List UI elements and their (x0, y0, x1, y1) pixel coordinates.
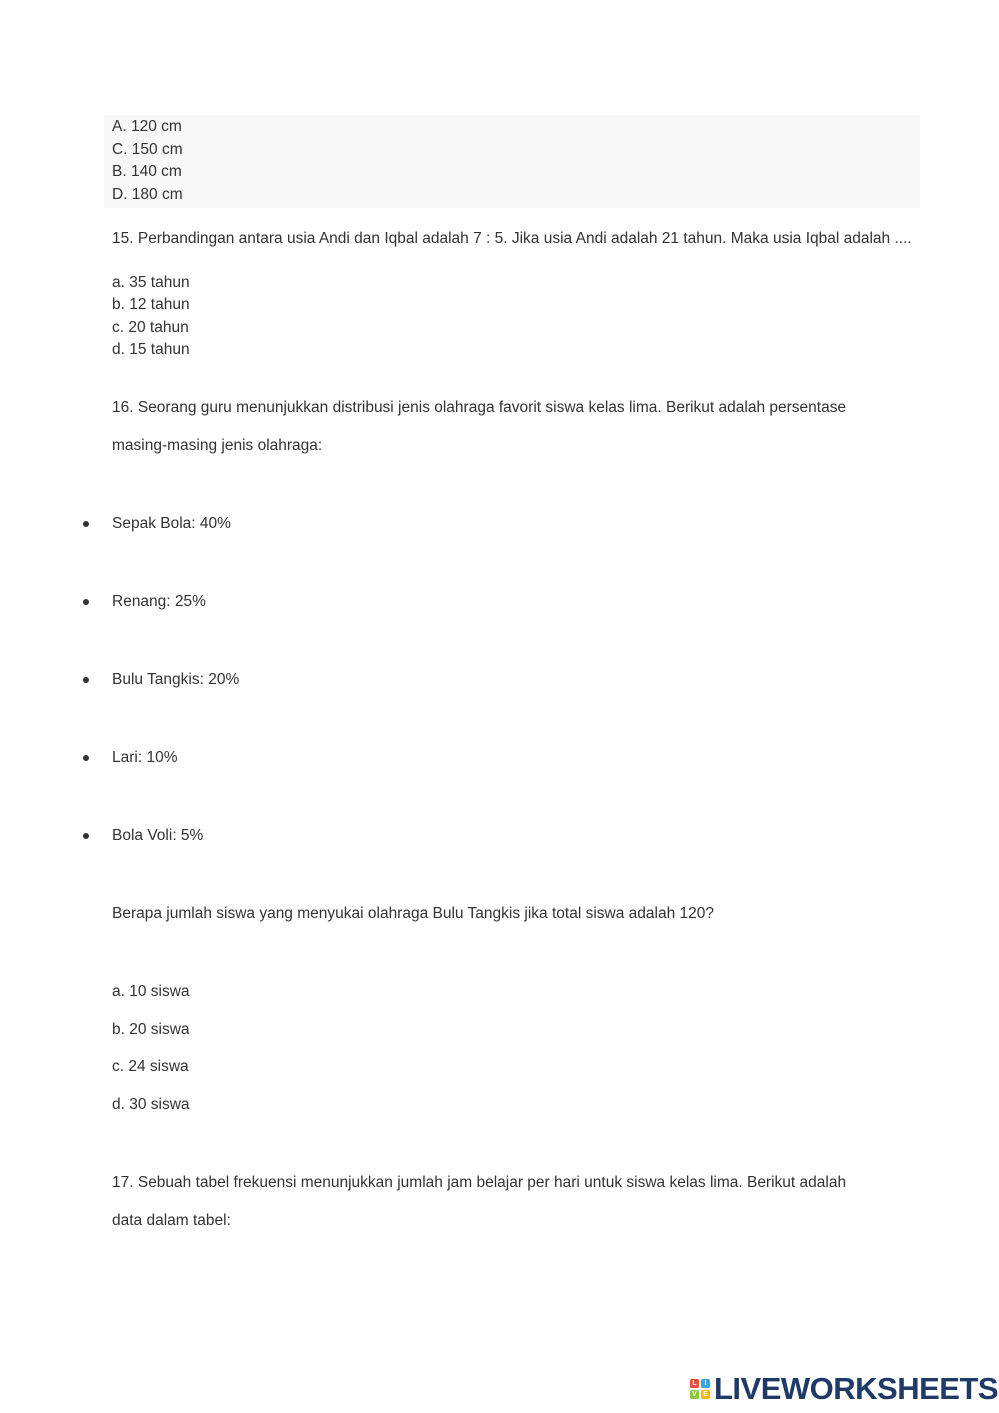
bullet-icon (83, 833, 89, 839)
question-16-prompt: Berapa jumlah siswa yang menyukai olahraga Bulu Tangkis jika total siswa adalah 120? (112, 905, 714, 922)
logo-mark-letter: V (690, 1390, 699, 1399)
logo-mark-letter: E (701, 1390, 710, 1399)
sport-item-renang: Renang: 25% (112, 593, 206, 610)
bullet-icon (83, 755, 89, 761)
q15-option-b[interactable]: b. 12 tahun (112, 296, 190, 313)
question-16-intro-line2: masing-masing jenis olahraga: (112, 437, 323, 454)
option-d-prev[interactable]: D. 180 cm (112, 186, 183, 203)
sport-item-bola-voli: Bola Voli: 5% (112, 827, 204, 844)
q16-option-b[interactable]: b. 20 siswa (112, 1021, 190, 1038)
question-15-text: 15. Perbandingan antara usia Andi dan Iqbal adalah 7 : 5. Jika usia Andi adalah 21 tahun. Maka usia Iqbal adalah .... (112, 230, 912, 247)
bullet-icon (83, 599, 89, 605)
logo-mark-letter: I (701, 1379, 710, 1388)
logo-mark-icon (690, 1379, 710, 1399)
option-c-prev[interactable]: C. 150 cm (112, 141, 183, 158)
q16-option-c[interactable]: c. 24 siswa (112, 1058, 189, 1075)
question-16-intro-line1: 16. Seorang guru menunjukkan distribusi jenis olahraga favorit siswa kelas lima. Berikut adalah persentase (112, 399, 847, 416)
question-17-intro-line1: 17. Sebuah tabel frekuensi menunjukkan jumlah jam belajar per hari untuk siswa kelas lima. Berikut adalah (112, 1174, 847, 1191)
q15-option-a[interactable]: a. 35 tahun (112, 274, 190, 291)
q15-option-d[interactable]: d. 15 tahun (112, 341, 190, 358)
q16-option-d[interactable]: d. 30 siswa (112, 1096, 190, 1113)
logo-text: LIVEWORKSHEETS (714, 1371, 999, 1406)
q16-option-a[interactable]: a. 10 siswa (112, 983, 190, 1000)
q15-option-c[interactable]: c. 20 tahun (112, 319, 189, 336)
logo-mark-letter: L (690, 1379, 699, 1388)
sport-item-lari: Lari: 10% (112, 749, 178, 766)
previous-question-options-background (104, 115, 920, 208)
bullet-icon (83, 677, 89, 683)
sport-item-bulu-tangkis: Bulu Tangkis: 20% (112, 671, 240, 688)
liveworksheets-logo (690, 1373, 998, 1405)
option-b-prev[interactable]: B. 140 cm (112, 163, 182, 180)
question-17-intro-line2: data dalam tabel: (112, 1212, 231, 1229)
sport-item-sepak-bola: Sepak Bola: 40% (112, 515, 231, 532)
bullet-icon (83, 521, 89, 527)
option-a-prev[interactable]: A. 120 cm (112, 118, 182, 135)
